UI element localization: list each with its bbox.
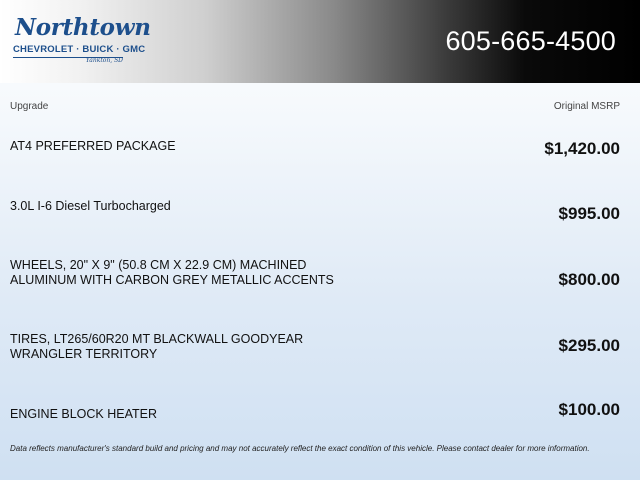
logo-city: Yankton, SD [85, 57, 123, 64]
header-banner [0, 0, 640, 83]
disclaimer-text: Data reflects manufacturer's standard build and pricing and may not accurately reflect the exact condition of this vehicle. Please contact dealer for more information. [10, 444, 590, 453]
column-header-upgrade: Upgrade [10, 101, 49, 112]
upgrade-name: TIRES, LT265/60R20 MT BLACKWALL GOODYEAR WRANGLER TERRITORY [10, 332, 304, 361]
upgrade-price: $295.00 [558, 336, 620, 355]
column-header-msrp: Original MSRP [553, 101, 620, 112]
upgrade-price: $995.00 [558, 204, 620, 223]
upgrade-name: ENGINE BLOCK HEATER [10, 407, 158, 421]
upgrade-name: AT4 PREFERRED PACKAGE [10, 139, 176, 153]
upgrade-name: WHEELS, 20" X 9" (50.8 CM X 22.9 CM) MACHINED ALUMINUM WITH CARBON GREY METALLIC ACCENTS [10, 258, 334, 287]
logo-name: Northtown [15, 14, 151, 41]
upgrade-price: $1,420.00 [544, 139, 620, 158]
upgrade-name: 3.0L I-6 Diesel Turbocharged [10, 199, 171, 213]
upgrade-price: $100.00 [558, 400, 620, 419]
dealer-phone[interactable]: 605-665-4500 [445, 26, 616, 56]
upgrade-price: $800.00 [558, 270, 620, 289]
dealer-logo[interactable] [13, 14, 151, 66]
logo-brands: CHEVROLET · BUICK · GMC [13, 44, 146, 55]
